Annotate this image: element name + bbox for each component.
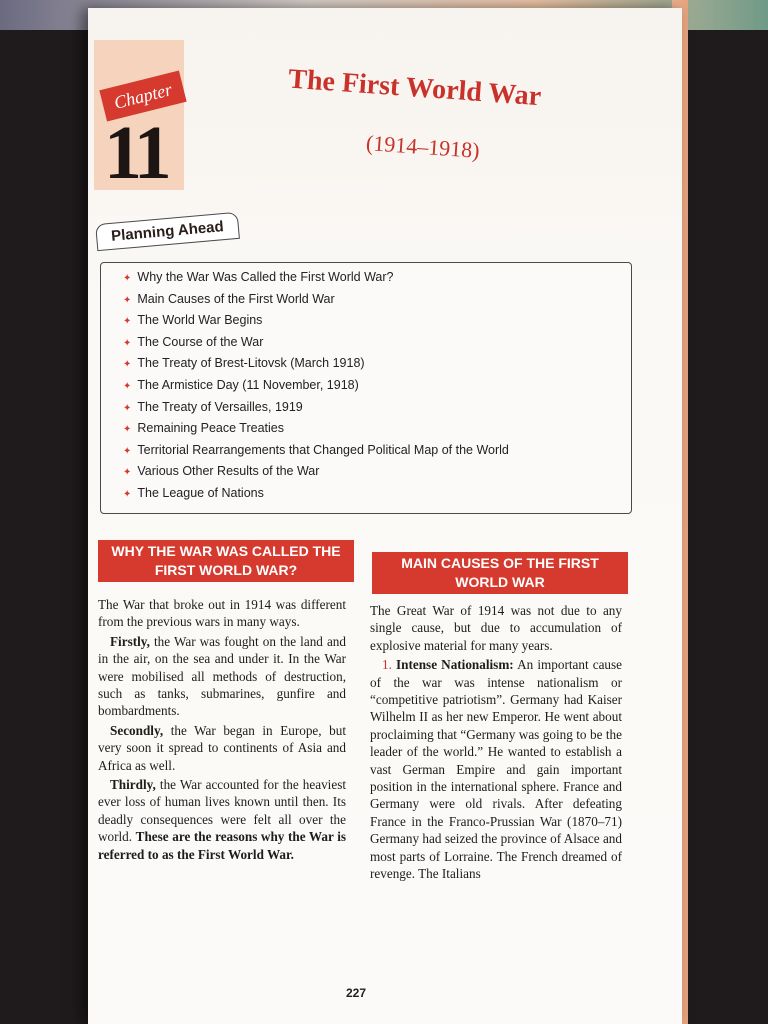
star-bullet-icon: ✦ [123,273,132,284]
list-item: ✦ The Treaty of Versailles, 1919 [123,399,303,414]
list-item: ✦ Main Causes of the First World War [123,291,335,306]
list-item: ✦ Remaining Peace Treaties [123,421,284,436]
star-bullet-icon: ✦ [123,359,132,371]
section-heading-why: WHY THE WAR WAS CALLED THE FIRST WORLD WAR? [98,540,354,582]
paragraph: The War that broke out in 1914 was different from the previous wars in many ways. [98,597,346,630]
section-heading-causes: MAIN CAUSES OF THE FIRST WORLD WAR [372,552,628,594]
star-bullet-icon: ✦ [123,316,132,328]
list-item: ✦ Why the War Was Called the First World War? [123,270,394,284]
star-bullet-icon: ✦ [123,402,132,414]
list-item: ✦ Territorial Rearrangements that Changed Political Map of the World [123,442,509,457]
planning-list [123,267,509,505]
paragraph: 1. Intense Nationalism: An important cause of the war was intense nationalism or “competitive patriotism”. Germany had Kaiser Wilhelm II as her new Emperor. He went about proclaiming that “Germany was going to be the leader of the world.” He wanted to establish a vast German Empire and gain important position in the international sphere. France and Germany were old rivals. After defeating France in the Franco-Prussian War (1870–71) Germany had seized the province of Alsace and most parts of Lorraine. The French dreamed of revenge. The Italians [370,657,623,882]
page-number: 227 [346,986,367,1000]
list-item: ✦ The Treaty of Brest-Litovsk (March 1918) [123,356,365,371]
planning-ahead-heading: Planning Ahead [95,212,240,251]
paragraph: Secondly, the War began in Europe, but very soon it spread to continents of Asia and Africa as well. [98,722,346,773]
chapter-number: 11 [104,111,168,195]
list-item: ✦ The World War Begins [123,313,263,328]
book-page [88,8,682,1024]
star-bullet-icon: ✦ [123,380,132,392]
chapter-label: Chapter [99,71,186,122]
paragraph: The Great War of 1914 was not due to any single cause, but due to accumulation of explosive material for many years. [370,603,622,653]
star-bullet-icon: ✦ [123,445,132,457]
chapter-years: (1914–1918) [365,130,481,163]
paragraph: Firstly, the War was fought on the land and in the air, on the sea and under it. In the War were mobilised all methods of destruction, such as tanks, submarines, gunfire and bombardments. [98,633,346,719]
right-column-text [370,602,622,885]
star-bullet-icon: ✦ [123,488,132,500]
star-bullet-icon: ✦ [123,294,132,306]
paragraph: Thirdly, the War accounted for the heaviest ever loss of human lives known until then. Its deadly consequences were felt all over the world. These are the reasons why the War is referred to as the First World War. [98,777,346,862]
star-bullet-icon: ✦ [123,424,132,436]
chapter-badge [94,40,184,195]
list-item: ✦ The Armistice Day (11 November, 1918) [123,377,359,392]
planning-ahead-box [100,262,632,514]
list-item: ✦ The Course of the War [123,334,264,349]
list-item: ✦ The League of Nations [123,485,264,500]
star-bullet-icon: ✦ [123,337,132,349]
chapter-title: The First World War [287,63,543,113]
left-column-text [98,596,346,865]
list-item: ✦ Various Other Results of the War [123,464,320,479]
star-bullet-icon: ✦ [123,467,132,479]
